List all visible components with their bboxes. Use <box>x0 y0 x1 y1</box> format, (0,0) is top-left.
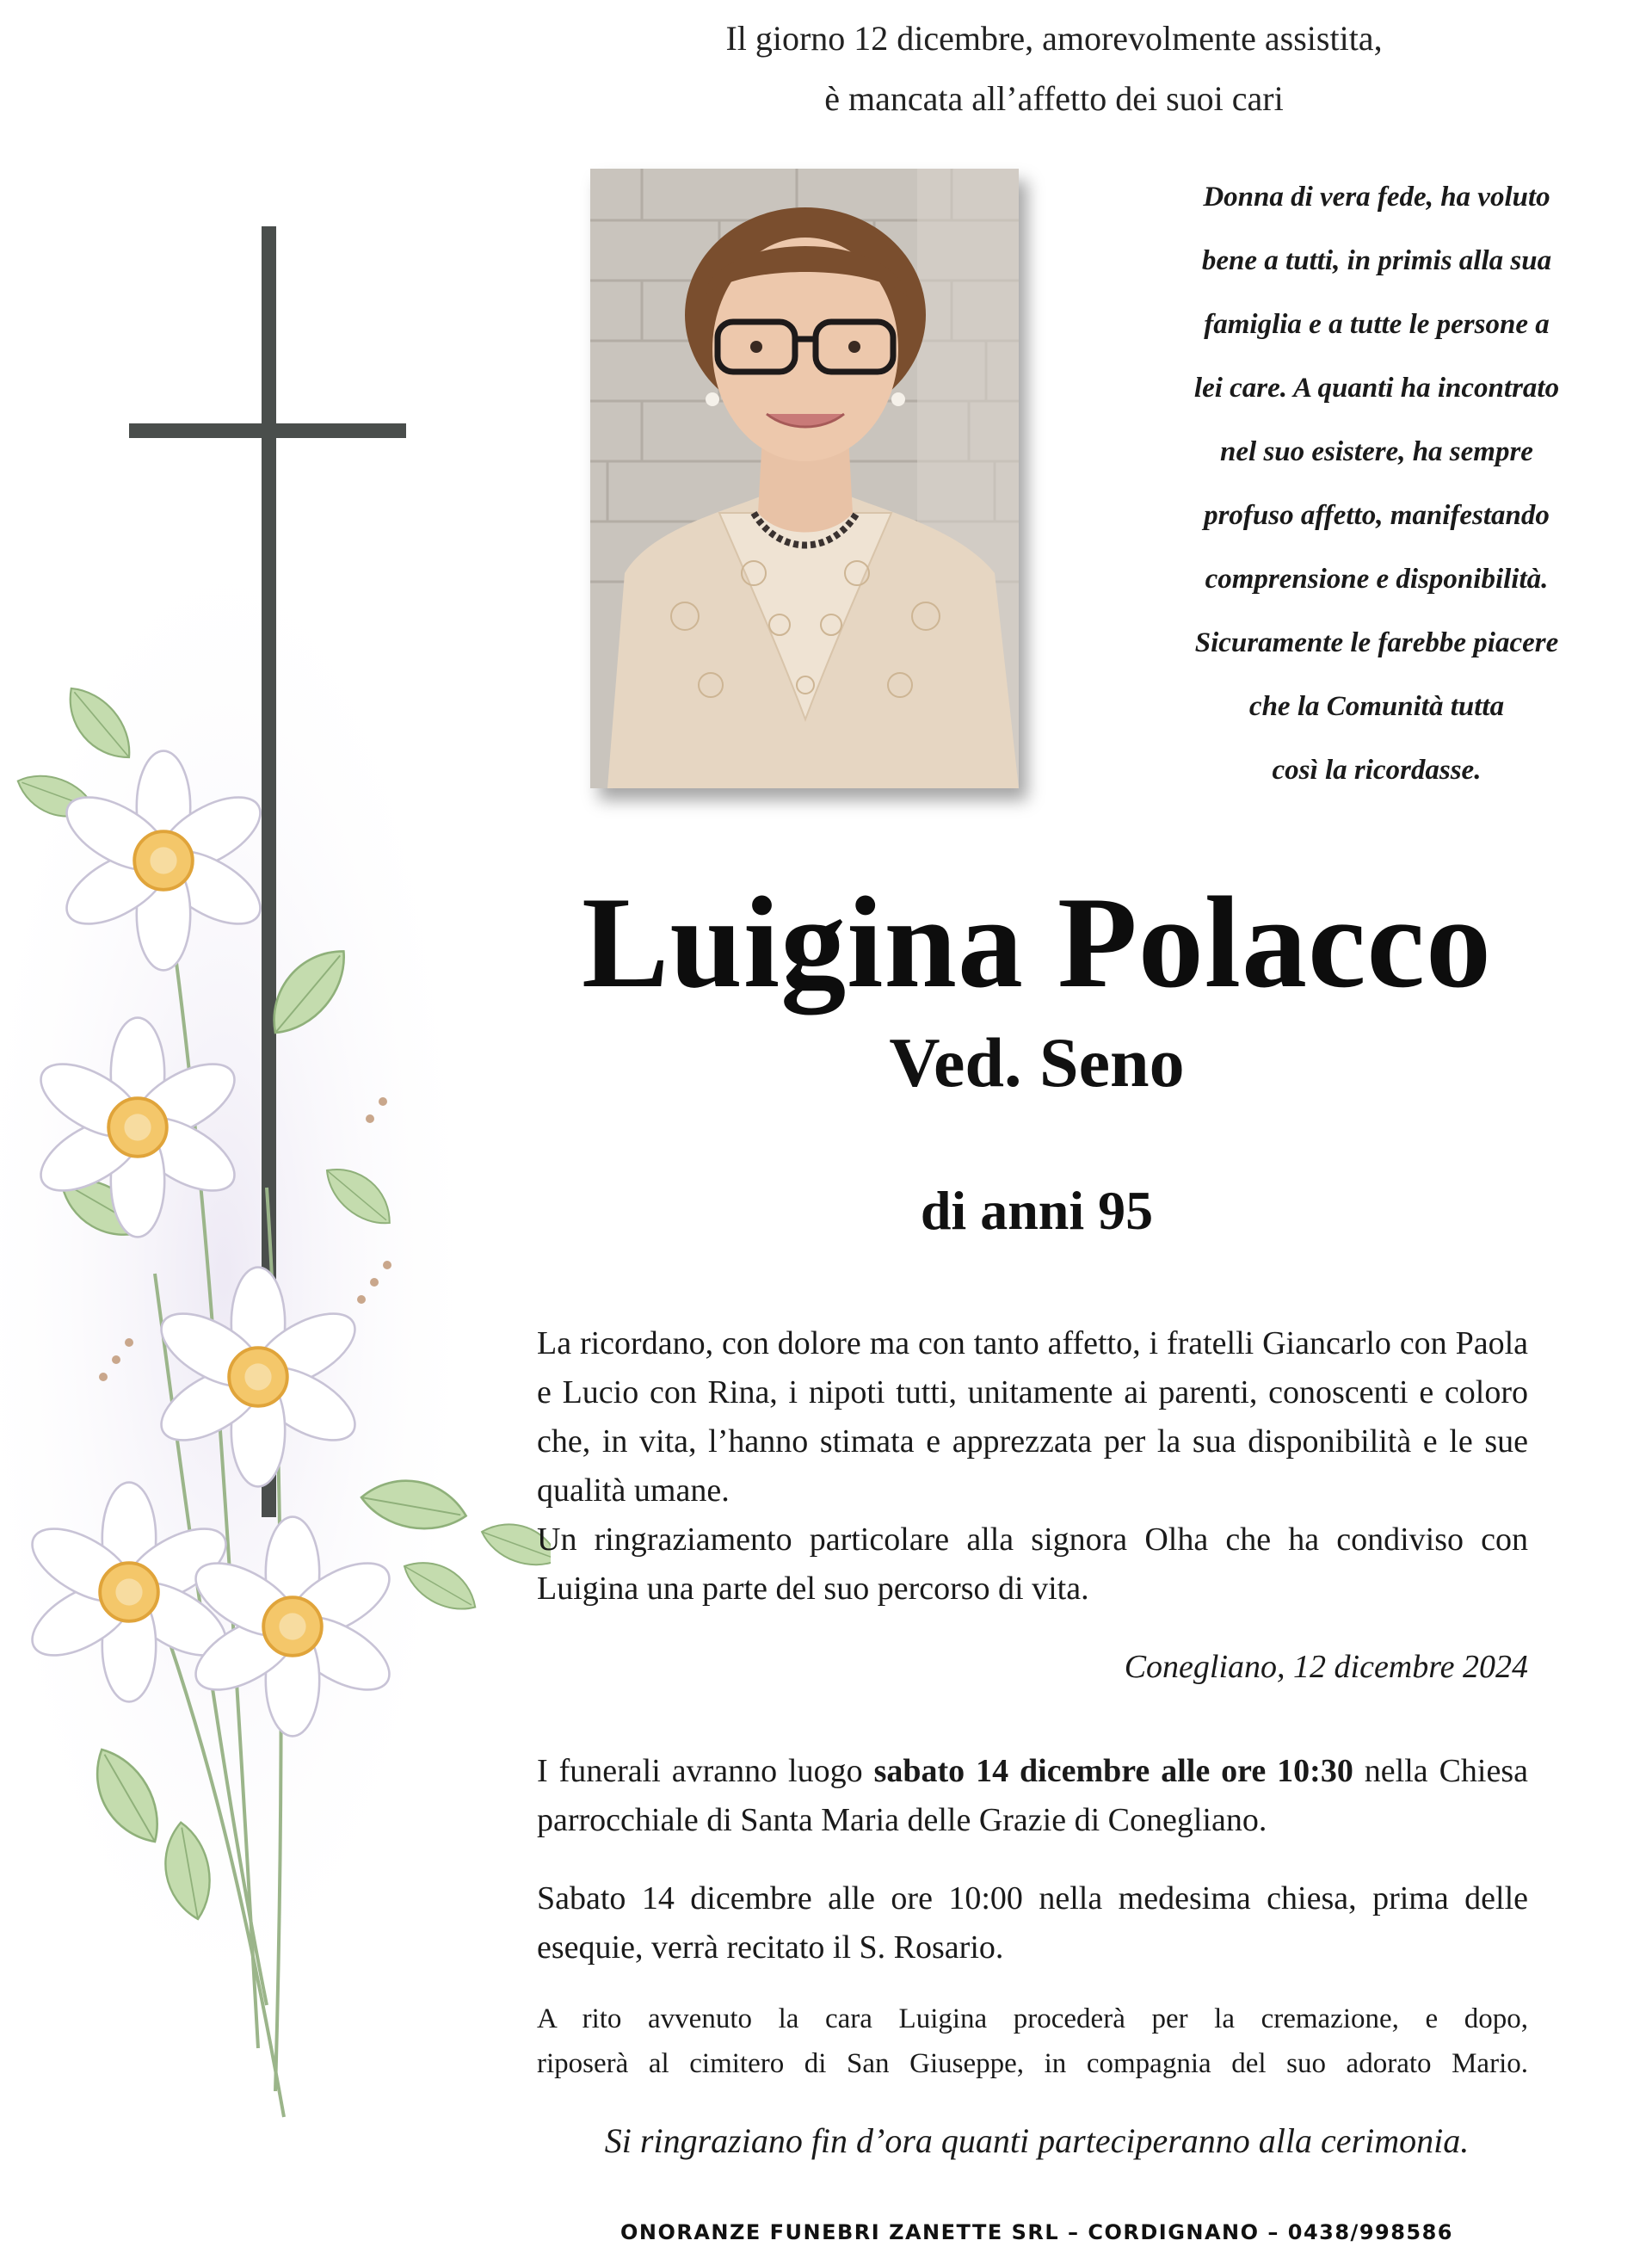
cross-and-flowers-decoration <box>0 155 551 2134</box>
funeral-home-footer: ONORANZE FUNEBRI ZANETTE SRL – CORDIGNANO – 0438/998586 <box>620 2220 1454 2244</box>
funeral-pre: I funerali avranno luogo <box>537 1753 874 1789</box>
quote-line: famiglia e a tutte le persone a <box>1204 309 1550 340</box>
rosary-info: Sabato 14 dicembre alle ore 10:00 nella medesima chiesa, prima delle esequie, verrà recitato il S. Rosario. <box>537 1880 1528 1966</box>
place-date: Conegliano, 12 dicembre 2024 <box>1124 1649 1528 1685</box>
quote-line: Donna di vera fede, ha voluto <box>1203 182 1550 213</box>
funeral-post: nella Chiesa parrocchiale di Santa Maria delle Grazie di Conegliano. <box>537 1753 1528 1838</box>
cremation-line-1: A rito avvenuto la cara Luigina procederà per la cremazione, e dopo, <box>537 2003 1528 2034</box>
quote-line: profuso affetto, manifestando <box>1204 500 1550 531</box>
quote-line: bene a tutti, in primis alla sua <box>1201 245 1552 276</box>
quote-line: nel suo esistere, ha sempre <box>1220 436 1533 467</box>
cremation-line-2: riposerà al cimitero di San Giuseppe, in compagnia del suo adorato Mario. <box>537 2048 1528 2079</box>
quote-text <box>1153 165 1600 802</box>
announcement-paragraph <box>537 1319 1528 1614</box>
portrait-illustration <box>590 169 1019 788</box>
intro-line-1: Il giorno 12 dicembre, amorevolmente assistita, <box>725 19 1383 58</box>
deceased-name: Luigina Polacco <box>582 870 1492 1015</box>
closing-thanks: Si ringraziano fin d’ora quanti parteciperanno alla cerimonia. <box>604 2121 1470 2160</box>
portrait-photo <box>590 169 1019 788</box>
quote-line: lei care. A quanti ha incontrato <box>1193 373 1560 404</box>
quote-line: che la Comunità tutta <box>1248 691 1505 722</box>
deceased-age: di anni 95 <box>920 1180 1154 1241</box>
announcement-family: La ricordano, con dolore ma con tanto affetto, i fratelli Giancarlo con Paola e Lucio con Rina, i nipoti tutti, unitamente ai parenti, conoscenti e coloro che, in vita, l’hanno stimata e apprezzata per la sua disponibilità e le sue qualità umane. <box>537 1325 1528 1509</box>
intro-text <box>516 9 1592 129</box>
quote-line: comprensione e disponibilità. <box>1205 564 1549 595</box>
intro-line-2: è mancata all’affetto dei suoi cari <box>824 79 1284 118</box>
funeral-date-time: sabato 14 dicembre alle ore 10:30 <box>873 1753 1353 1789</box>
quote-line: Sicuramente le farebbe piacere <box>1194 627 1559 658</box>
announcement-thanks-olha: Un ringraziamento particolare alla signora Olha che ha condiviso con Luigina una parte del suo percorso di vita. <box>537 1521 1528 1607</box>
cremation-info <box>537 1997 1528 2086</box>
married-name: Ved. Seno <box>889 1023 1185 1102</box>
funeral-info <box>537 1747 1528 1845</box>
quote-line: così la ricordasse. <box>1272 755 1482 786</box>
